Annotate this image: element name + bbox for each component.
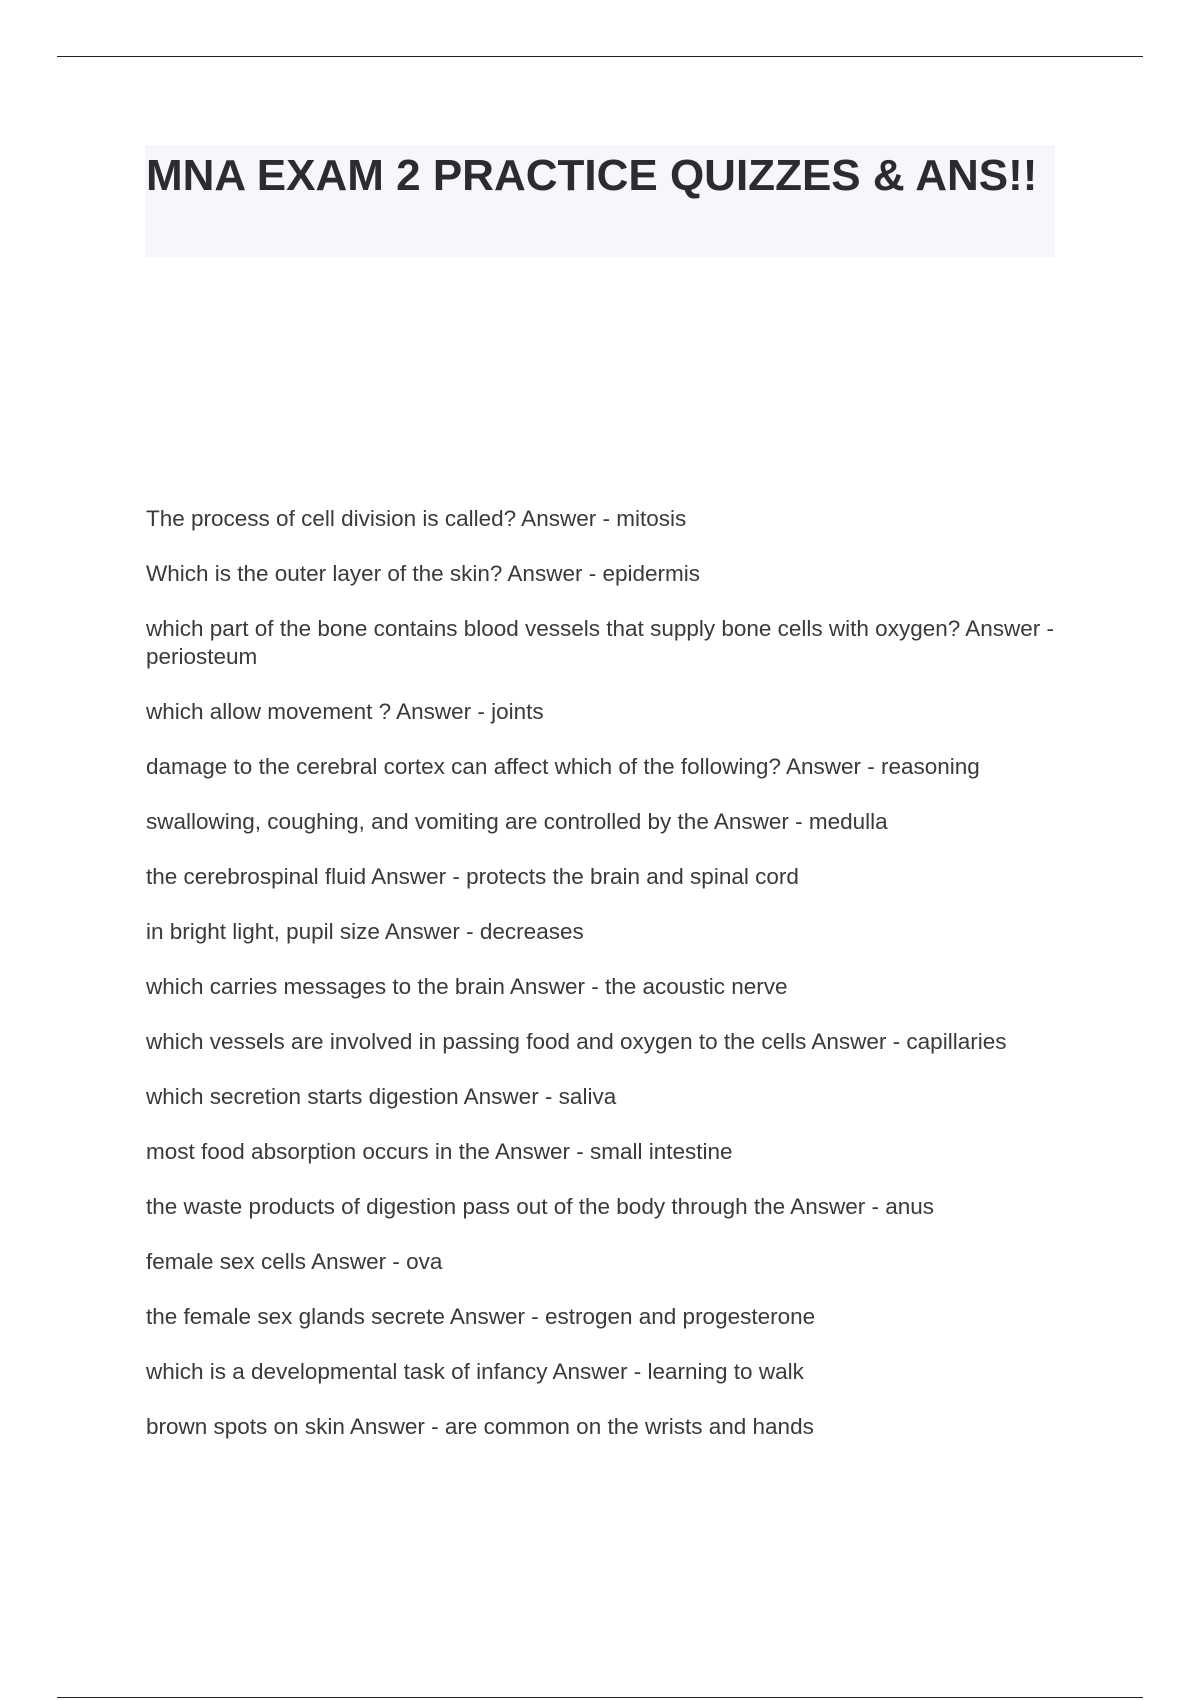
qa-item-13: the waste products of digestion pass out of the body through the Answer - anus [146,1194,934,1219]
qa-item-9: which carries messages to the brain Answer - the acoustic nerve [146,974,788,999]
qa-item-16: which is a developmental task of infancy Answer - learning to walk [146,1359,804,1384]
qa-item-4: which allow movement ? Answer - joints [146,699,544,724]
qa-item-2: Which is the outer layer of the skin? Answer - epidermis [146,561,700,586]
qa-item-5: damage to the cerebral cortex can affect which of the following? Answer - reasoning [146,754,980,779]
qa-item-10: which vessels are involved in passing food and oxygen to the cells Answer - capillaries [146,1029,1007,1054]
document-title: MNA EXAM 2 PRACTICE QUIZZES & ANS!! [146,151,1038,200]
qa-item-6: swallowing, coughing, and vomiting are controlled by the Answer - medulla [146,809,888,834]
qa-item-3: which part of the bone contains blood vessels that supply bone cells with oxygen? Answer - periosteum [146,616,1055,669]
qa-item-14: female sex cells Answer - ova [146,1249,443,1274]
bottom-divider [57,1697,1143,1698]
top-divider [57,56,1143,57]
qa-item-17: brown spots on skin Answer - are common on the wrists and hands [146,1414,814,1439]
qa-item-15: the female sex glands secrete Answer - estrogen and progesterone [146,1304,816,1329]
qa-item-7: the cerebrospinal fluid Answer - protects the brain and spinal cord [146,864,799,889]
qa-item-11: which secretion starts digestion Answer - saliva [146,1084,617,1109]
qa-item-1: The process of cell division is called? Answer - mitosis [146,506,687,531]
qa-list [146,505,1071,1468]
qa-item-12: most food absorption occurs in the Answer - small intestine [146,1139,733,1164]
qa-item-8: in bright light, pupil size Answer - decreases [146,919,584,944]
